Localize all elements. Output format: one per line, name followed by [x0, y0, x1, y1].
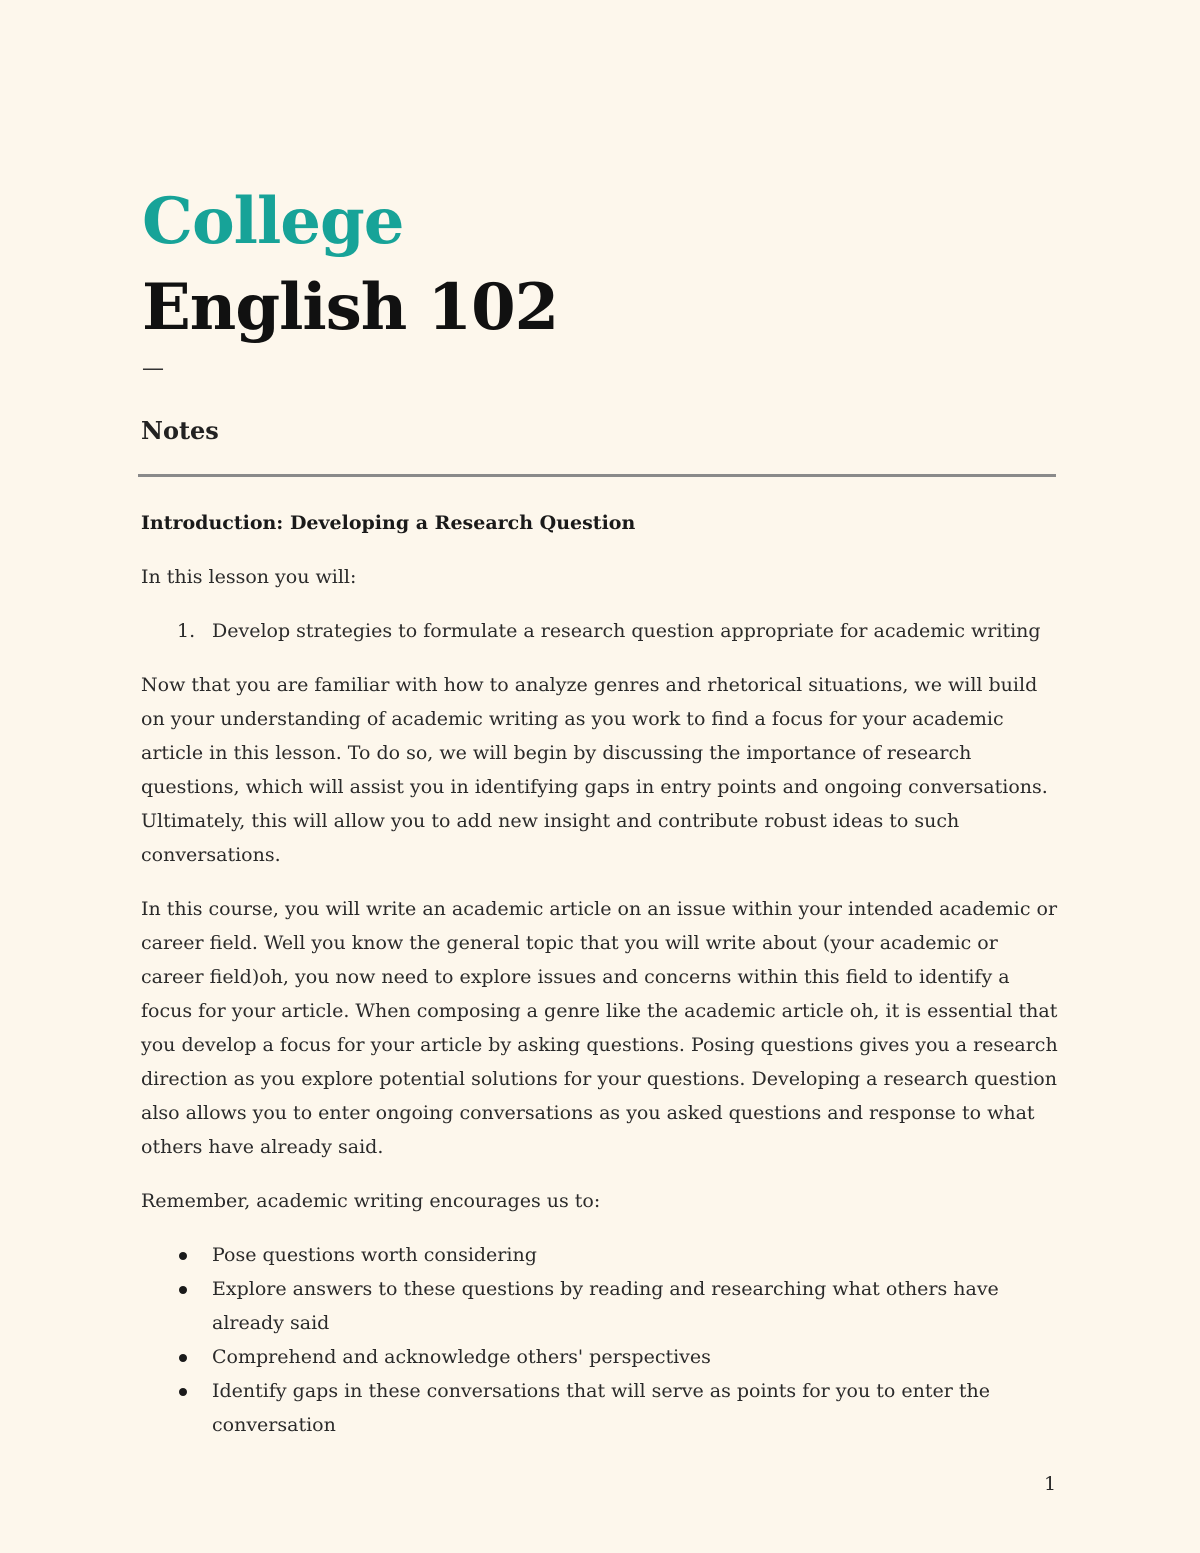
bullet-dot-icon — [179, 1354, 187, 1362]
bullet-text: Explore answers to these questions by reading and researching what others have already said — [212, 1278, 999, 1334]
remember-text: Remember, academic writing encourages us to: — [141, 1190, 601, 1212]
objective-text: Develop strategies to formulate a research question appropriate for academic writing — [212, 620, 1041, 642]
intro-text: In this lesson you will: — [141, 566, 357, 588]
title-dash: — — [142, 356, 164, 381]
bullet-text: Comprehend and acknowledge others' perspectives — [212, 1346, 711, 1368]
paragraph-1: Now that you are familiar with how to analyze genres and rhetorical situations, we will build on your understanding of academic writing as you work to find a focus for your academic article in this lesson. To do so, we will begin by discussing the importance of research questions, which will assist you in identifying gaps in entry points and ongoing conversations. Ultimately, this will allow you to add new insight and contribute robust ideas to such conversations. — [141, 674, 1048, 866]
bullet-dot-icon — [179, 1252, 187, 1260]
section-heading: Introduction: Developing a Research Question — [141, 512, 636, 534]
bullet-dot-icon — [179, 1388, 187, 1396]
objectives-list — [141, 614, 1061, 648]
bullet-item — [141, 1340, 1061, 1374]
lesson-content — [141, 506, 1061, 1462]
list-number: 1. — [177, 620, 196, 642]
page-number: 1 — [1044, 1473, 1057, 1495]
horizontal-divider — [138, 474, 1056, 477]
bullet-text: Pose questions worth considering — [212, 1244, 537, 1266]
bullet-dot-icon — [179, 1286, 187, 1294]
title-college: College — [142, 184, 404, 259]
bullet-item — [141, 1238, 1061, 1272]
title-course: English 102 — [142, 270, 559, 345]
bullet-item — [141, 1272, 1061, 1340]
notes-heading: Notes — [141, 416, 219, 445]
bullet-list — [141, 1238, 1061, 1442]
paragraph-2: In this course, you will write an academic article on an issue within your intended academic or career field. Well you know the general topic that you will write about (your academic or career field)oh, you now need to explore issues and concerns within this field to identify a focus for your article. When composing a genre like the academic article oh, it is essential that you develop a focus for your article by asking questions. Posing questions gives you a research direction as you explore potential solutions for your questions. Developing a research question also allows you to enter ongoing conversations as you asked questions and response to what others have already said. — [141, 898, 1058, 1158]
bullet-text: Identify gaps in these conversations that will serve as points for you to enter the conversation — [212, 1380, 990, 1436]
bullet-item — [141, 1374, 1061, 1442]
objective-item — [141, 614, 1061, 648]
